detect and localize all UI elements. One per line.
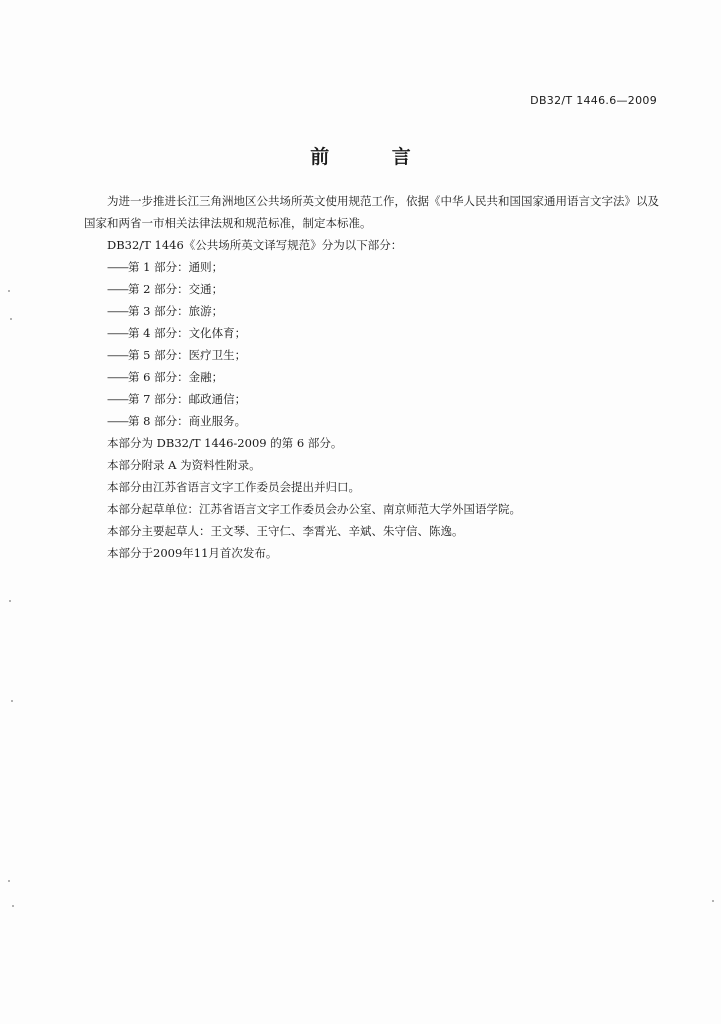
- dash-marker: ——: [107, 392, 128, 406]
- dash-marker: ——: [107, 260, 128, 274]
- dash-marker: ——: [107, 304, 128, 318]
- list-item: [84, 366, 664, 388]
- scan-speck: [712, 900, 714, 902]
- intro-paragraph: 为进一步推进长江三角洲地区公共场所英文使用规范工作，依据《中华人民共和国国家通用语言文字法》以及国家和两省一市相关法律法规和规范标准，制定本标准。: [84, 194, 659, 230]
- list-item: [84, 278, 664, 300]
- page-title: 前 言: [310, 146, 439, 168]
- scan-speck: [11, 700, 13, 702]
- dash-marker: ——: [107, 282, 128, 296]
- series-intro: DB32/T 1446《公共场所英文译写规范》分为以下部分：: [107, 238, 403, 252]
- scan-speck: [8, 290, 10, 292]
- list-item-text: 第 8 部分：商业服务。: [128, 414, 247, 428]
- scan-speck: [9, 600, 11, 602]
- dash-marker: ——: [107, 326, 128, 340]
- list-item-text: 第 3 部分：旅游；: [128, 304, 224, 318]
- note-appendix: 本部分附录 A 为资料性附录。: [107, 458, 261, 472]
- note-drafters: 本部分主要起草人：王文琴、王守仁、李霄光、辛斌、朱守信、陈逸。: [107, 524, 464, 538]
- list-item: [84, 256, 664, 278]
- list-item-text: 第 1 部分：通则；: [128, 260, 224, 274]
- list-item-text: 第 6 部分：金融；: [128, 370, 224, 384]
- scan-speck: [10, 318, 12, 320]
- dash-marker: ——: [107, 370, 128, 384]
- dash-marker: ——: [107, 414, 128, 428]
- list-item: [84, 300, 664, 322]
- dash-marker: ——: [107, 348, 128, 362]
- list-item: [84, 388, 664, 410]
- note-part-number: 本部分为 DB32/T 1446-2009 的第 6 部分。: [107, 436, 343, 450]
- list-item: [84, 322, 664, 344]
- note-release: 本部分于2009年11月首次发布。: [107, 546, 278, 560]
- scan-speck: [8, 880, 10, 882]
- list-item-text: 第 2 部分：交通；: [128, 282, 224, 296]
- list-item: [84, 410, 664, 432]
- list-item-text: 第 4 部分：文化体育；: [128, 326, 247, 340]
- list-item: [84, 344, 664, 366]
- scan-speck: [12, 905, 14, 907]
- note-proposer: 本部分由江苏省语言文字工作委员会提出并归口。: [107, 480, 360, 494]
- list-item-text: 第 5 部分：医疗卫生；: [128, 348, 247, 362]
- note-drafting-units: 本部分起草单位：江苏省语言文字工作委员会办公室、南京师范大学外国语学院。: [107, 502, 521, 516]
- document-body: [84, 190, 664, 564]
- standard-code: DB32/T 1446.6—2009: [530, 94, 657, 107]
- list-item-text: 第 7 部分：邮政通信；: [128, 392, 247, 406]
